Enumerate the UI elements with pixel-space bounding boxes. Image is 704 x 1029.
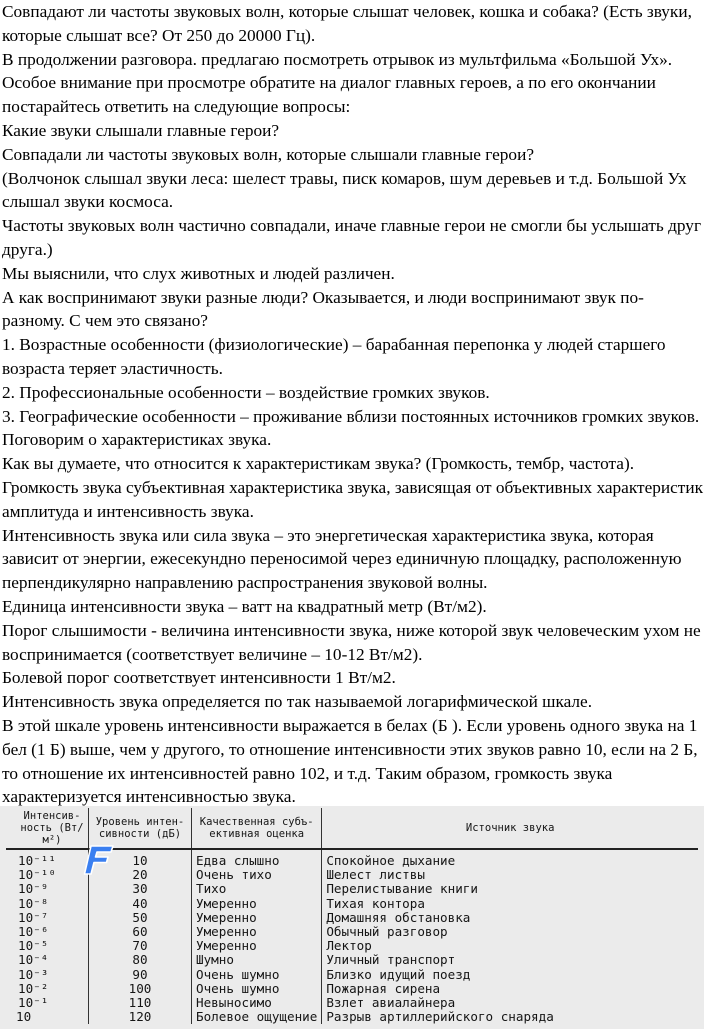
cell-assessment: Умеренно bbox=[192, 911, 322, 925]
paragraph: 1. Возрастные особенности (физиологические) – барабанная перепонка у людей старшего возраста теряет эластичность. bbox=[2, 335, 666, 378]
cell-assessment: Невыносимо bbox=[192, 996, 322, 1010]
cell-assessment: Умеренно bbox=[192, 939, 322, 953]
table-row bbox=[6, 897, 698, 911]
paragraph: Особое внимание при просмотре обратите на диалог главных героев, а по его окончании постарайтесь ответить на следующие вопросы: bbox=[2, 73, 656, 117]
column-header-level: Уровень интен- сивности (дБ) bbox=[89, 808, 192, 849]
paragraph: В продолжении разговора. предлагаю посмотреть отрывок из мультфильма «Большой Ух». bbox=[2, 49, 673, 69]
paragraph: Частоты звуковых волн частично совпадали, иначе главные герои не смогли бы услышать друг друга.) bbox=[2, 216, 702, 259]
cell-intensity: 10⁻¹¹ bbox=[6, 849, 89, 868]
cell-level: 30 bbox=[89, 882, 192, 896]
cell-source: Спокойное дыхание bbox=[326, 853, 456, 868]
cell-assessment: Очень шумно bbox=[192, 982, 322, 996]
column-header-assessment: Качественная субъ- ективная оценка bbox=[192, 808, 322, 849]
paragraph: 2. Профессиональные особенности – воздействие громких звуков. bbox=[2, 382, 490, 402]
cell-intensity: 10⁻³ bbox=[6, 968, 89, 982]
cell-source: Лектор bbox=[326, 938, 372, 954]
cell-level: 60 bbox=[89, 925, 192, 939]
table-row bbox=[6, 939, 698, 953]
cell-source: Пожарная сирена bbox=[326, 980, 441, 996]
paragraph: Как вы думаете, что относится к характеристикам звука? (Громкость, тембр, частота). bbox=[2, 454, 635, 474]
cell-assessment: Шумно bbox=[192, 953, 322, 967]
cell-level: 90 bbox=[89, 968, 192, 982]
paragraph: Какие звуки слышали главные герои? bbox=[2, 120, 280, 140]
cell-source: Тихая контора bbox=[326, 895, 425, 911]
table-row bbox=[6, 968, 698, 982]
paragraph: Интенсивность звука или сила звука – это энергетическая характеристика звука, которая зависит от энергии, ежесекундно переносимой через единичную площадку, расположенную перпендикулярно направлению распространения звуковой волны. bbox=[2, 525, 682, 593]
cell-source: Перелистывание книги bbox=[326, 881, 478, 897]
table-row bbox=[6, 882, 698, 896]
cell-level: 100 bbox=[89, 982, 192, 996]
cell-level: 120 bbox=[89, 1010, 192, 1024]
paragraph: Громкость звука субъективная характеристика звука, зависящая от объективных характеристик амплитуда и интенсивность звука. bbox=[2, 477, 704, 521]
cell-intensity: 10⁻¹⁰ bbox=[6, 868, 89, 882]
cell-intensity: 10 bbox=[6, 1010, 89, 1024]
cell-source: Домашняя обстановка bbox=[326, 909, 471, 925]
cell-source: Взлет авиалайнера bbox=[326, 995, 456, 1011]
cell-intensity: 10⁻⁷ bbox=[6, 911, 89, 925]
cell-level: 40 bbox=[89, 897, 192, 911]
cell-level: 110 bbox=[89, 996, 192, 1010]
cell-intensity: 10⁻² bbox=[6, 982, 89, 996]
cell-source: Шелест листвы bbox=[326, 867, 425, 883]
cell-source: Обычный разговор bbox=[326, 924, 448, 940]
sound-levels-table bbox=[6, 808, 698, 1024]
table-row bbox=[6, 911, 698, 925]
cell-source: Близко идущий поезд bbox=[326, 966, 471, 982]
paragraph: Интенсивность звука определяется по так называемой логарифмической шкале. bbox=[2, 692, 593, 712]
paragraph: 3. Географические особенности – проживание вблизи постоянных источников громких звуков. bbox=[2, 406, 700, 426]
cell-intensity: 10⁻⁸ bbox=[6, 897, 89, 911]
table-row bbox=[6, 1010, 698, 1024]
table-row bbox=[6, 982, 698, 996]
paragraph: Поговорим о характеристиках звука. bbox=[2, 430, 272, 450]
table-row bbox=[6, 996, 698, 1010]
paragraph: Совпадают ли частоты звуковых волн, которые слышат человек, кошка и собака? (Есть звуки, которые слышат все? От 250 до 20000 Гц). bbox=[2, 2, 692, 45]
cell-source: Разрыв артиллерийского снаряда bbox=[326, 1009, 554, 1025]
paragraph: А как воспринимают звуки разные люди? Оказывается, и люди воспринимают звук по-разному. С чем это связано? bbox=[2, 287, 644, 331]
cell-level: 50 bbox=[89, 911, 192, 925]
paragraph: (Волчонок слышал звуки леса: шелест травы, писк комаров, шум деревьев и т.д. Большой Ух слышал звуки космоса. bbox=[2, 168, 687, 212]
cell-assessment: Едва слышно bbox=[192, 849, 322, 868]
table-row bbox=[6, 953, 698, 967]
cell-assessment: Очень шумно bbox=[192, 968, 322, 982]
table-row bbox=[6, 925, 698, 939]
column-header-source: Источник звука bbox=[322, 808, 698, 849]
cell-assessment: Болевое ощущение bbox=[192, 1010, 322, 1024]
cell-source: Уличный транспорт bbox=[326, 952, 456, 968]
cell-assessment: Умеренно bbox=[192, 897, 322, 911]
paragraph: Совпадали ли частоты звуковых волн, которые слышали главные герои? bbox=[2, 144, 534, 164]
cell-level: 20 bbox=[89, 868, 192, 882]
cell-assessment: Тихо bbox=[192, 882, 322, 896]
cell-assessment: Умеренно bbox=[192, 925, 322, 939]
cell-intensity: 10⁻⁶ bbox=[6, 925, 89, 939]
cell-level: 70 bbox=[89, 939, 192, 953]
cell-intensity: 10⁻⁵ bbox=[6, 939, 89, 953]
paragraph: Мы выяснили, что слух животных и людей различен. bbox=[2, 263, 395, 283]
cell-level: 10 bbox=[89, 849, 192, 868]
cell-intensity: 10⁻⁴ bbox=[6, 953, 89, 967]
cell-intensity: 10⁻⁹ bbox=[6, 882, 89, 896]
column-header-intensity: Интенсив- ность (Вт/м²) bbox=[6, 808, 89, 849]
paragraph: Болевой порог соответствует интенсивности 1 Вт/м2. bbox=[2, 668, 396, 688]
sound-levels-table-image bbox=[0, 806, 704, 1029]
f-logo-icon bbox=[82, 842, 118, 878]
cell-assessment: Очень тихо bbox=[192, 868, 322, 882]
paragraph: Порог слышимости - величина интенсивности звука, ниже которой звук человеческим ухом не воспринимается (соответствует величине – 10-12 Вт/м2). bbox=[2, 620, 701, 664]
cell-level: 80 bbox=[89, 953, 192, 967]
paragraph: В этой шкале уровень интенсивности выражается в белах (Б ). Если уровень одного звука на 1 бел (1 Б) выше, чем у другого, то отношение интенсивности этих звуков равно 10, если на 2 Б, то отношение их интенсивностей равно 102, и т.д. Таким образом, громкость звука характеризуется интенсивностью звука. bbox=[2, 715, 698, 806]
paragraph: Единица интенсивности звука – ватт на квадратный метр (Вт/м2). bbox=[2, 596, 487, 616]
cell-intensity: 10⁻¹ bbox=[6, 996, 89, 1010]
